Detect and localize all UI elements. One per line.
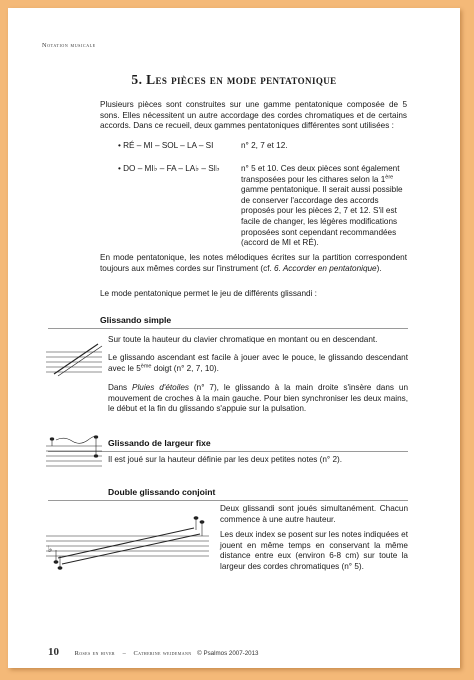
heading-glissando-simple: Glissando simple (100, 315, 172, 325)
rule-glissando-simple (48, 328, 408, 329)
heading-double-glissando: Double glissando conjoint (108, 487, 216, 497)
pentatonic-paragraph-1 (100, 253, 407, 274)
glissando-simple-p3-a: Dans (108, 383, 133, 392)
pentatonic-para-1-ref: 6. Accorder en pentatonique (274, 263, 377, 273)
glissando-fixed-p1: Il est joué sur la hauteur définie par les deux petites notes (n° 2). (108, 455, 343, 464)
double-glissando-figure (44, 514, 214, 570)
double-glissando-p2: Les deux index se posent sur les notes indiquées et jouent en même temps en conservant la même distance entre eux (environ 6-8 cm) sur toute la largeur des cordes chromatiques (n° 5). (220, 530, 408, 571)
running-header: Notation musicale (42, 42, 96, 49)
intro-paragraph: Plusieurs pièces sont construites sur une gamme pentatonique composée de 5 sons. Elles nécessitent un autre accordage des cordes chromatiques et de certains accords. Dans ce recueil, deux gammes pentatoniques différentes sont utilisées : (100, 100, 407, 131)
footer-separator: – (122, 650, 126, 657)
double-glissando-p1: Deux glissandi sont joués simultanément. Chacun commence à une autre hauteur. (220, 504, 408, 524)
footer-book-title: Roses en hiver (74, 650, 116, 657)
glissando-simple-sup: ème (140, 362, 152, 369)
page (8, 8, 460, 668)
scale-2-text-a: n° 5 et 10. Ces deux pièces sont également transposées pour les cithares selon la 1 (241, 164, 400, 184)
pentatonic-paragraph-2: Le mode pentatonique permet le jeu de différents glissandi : (100, 289, 317, 298)
heading-glissando-fixed: Glissando de largeur fixe (108, 438, 211, 448)
pentatonic-para-1-b: ). (376, 263, 382, 273)
page-number: 10 (48, 646, 59, 658)
scale-2-text-b: gamme pentatonique. Il serait aussi possible de conserver l'accordage des accords proposés pour les pièces 2, 7 et 12. S'il est facile de changer, les légères modifications proposées sont cependant recommandées (accord de MI et RÉ). (241, 185, 403, 248)
glissando-simple-p2-b: doigt (n° 2, 7, 10). (151, 363, 219, 373)
glissando-simple-piece: Pluies d'étoiles (132, 383, 190, 392)
footer-author: Catherine weidemann (133, 650, 192, 657)
svg-text:♭: ♭ (48, 545, 53, 555)
scale-1-notes: • RÉ – MI – SOL – LA – SI (118, 141, 214, 150)
scale-2-notes: • DO – MI♭ – FA – LA♭ – SI♭ (118, 164, 220, 173)
footer-copyright: © Psalmos 2007-2013 (197, 650, 259, 657)
section-title: 5. Les pièces en mode pentatonique (131, 72, 337, 87)
scale-2-sup: ère (385, 173, 394, 180)
glissando-simple-p2-a: Le glissando ascendant est facile à jouer avec le pouce, le glissando descendant avec le 5 (108, 353, 408, 373)
glissando-simple-p1: Sur toute la hauteur du clavier chromatique en montant ou en descendant. (108, 335, 378, 344)
pentatonic-para-1-a: En mode pentatonique, les notes mélodiques écrites sur la partition correspondent toujours aux mêmes cordes sur l'instrument (cf. (100, 253, 407, 273)
page-footer (48, 646, 259, 658)
glissando-simple-figure (44, 340, 108, 380)
glissando-fixed-figure (44, 432, 108, 470)
scale-2-text (241, 164, 407, 249)
scale-1-text: n° 2, 7 et 12. (241, 141, 288, 150)
rule-double-glissando (48, 500, 408, 501)
glissando-simple-p3-b: (n° 7), le glissando à la main droite s'insère dans un mouvement de croches à la main gauche. Pour bien synchroniser les deux mains, le début et la fin du glissando s'appuie sur la pulsation. (108, 383, 409, 414)
glissando-simple-p2 (108, 353, 408, 374)
glissando-simple-p3 (108, 383, 408, 415)
